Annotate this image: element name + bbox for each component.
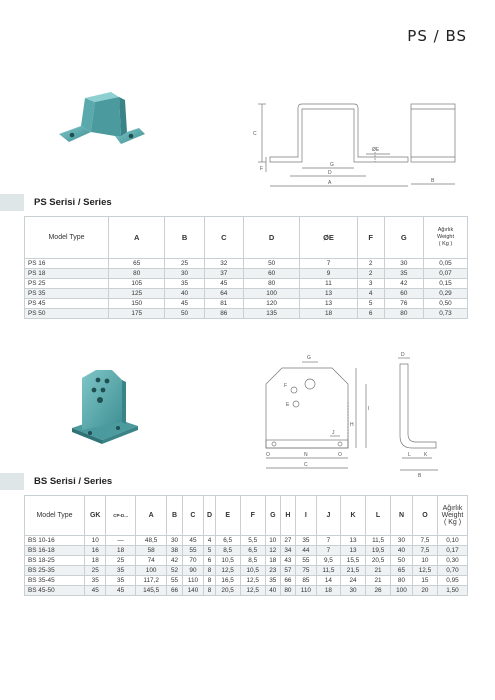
bs-value-cell: 7: [316, 536, 340, 546]
bs-value-cell: 25: [85, 566, 106, 576]
ps-value-cell: 60: [243, 269, 299, 279]
ps-weight-en: Weight: [436, 234, 455, 240]
bs-value-cell: 57: [280, 566, 295, 576]
bs-value-cell: 26: [366, 586, 391, 596]
ps-value-cell: 30: [384, 259, 423, 269]
bs-value-cell: 55: [295, 556, 316, 566]
ps-value-cell: 5: [357, 299, 384, 309]
ps-table-row: [25, 279, 468, 289]
bs-header-i: I: [295, 496, 316, 536]
bs-table-row: [25, 536, 468, 546]
ps-value-cell: 30: [165, 269, 204, 279]
bs-technical-drawing: [252, 350, 452, 480]
bs-value-cell: 70: [182, 556, 204, 566]
bs-spec-table: [24, 495, 468, 596]
ps-value-cell: 35: [384, 269, 423, 279]
bs-value-cell: 34: [280, 546, 295, 556]
bs-header-n: N: [391, 496, 413, 536]
bs-model-cell: BS 18-25: [25, 556, 85, 566]
bs-value-cell: 0,95: [438, 576, 468, 586]
ps-table-row: [25, 289, 468, 299]
ps-model-cell: PS 16: [25, 259, 109, 269]
ps-dim-d: D: [328, 170, 332, 176]
bs-value-cell: 55: [167, 576, 182, 586]
bs-model-cell: BS 10-16: [25, 536, 85, 546]
bs-value-cell: 0,10: [438, 536, 468, 546]
bs-value-cell: 66: [167, 586, 182, 596]
ps-dim-c: C: [253, 131, 257, 137]
bs-value-cell: 50: [391, 556, 413, 566]
ps-value-cell: 9: [300, 269, 357, 279]
ps-value-cell: 0,05: [424, 259, 468, 269]
bs-value-cell: 21: [366, 576, 391, 586]
ps-value-cell: 18: [300, 309, 357, 319]
bs-value-cell: 18: [85, 556, 106, 566]
bs-value-cell: 19,5: [366, 546, 391, 556]
ps-dim-b: B: [431, 178, 435, 184]
ps-section-title: PS Serisi / Series: [34, 197, 112, 208]
bs-value-cell: 27: [280, 536, 295, 546]
bs-value-cell: 20: [412, 586, 437, 596]
ps-header-a: A: [109, 217, 165, 259]
bs-header-weight: [438, 496, 468, 536]
ps-header-model: Model Type: [25, 217, 109, 259]
ps-value-cell: 175: [109, 309, 165, 319]
bs-value-cell: 15: [412, 576, 437, 586]
ps-value-cell: 105: [109, 279, 165, 289]
ps-table-row: [25, 269, 468, 279]
bs-value-cell: 35: [106, 576, 135, 586]
bs-value-cell: 90: [182, 566, 204, 576]
bs-value-cell: 80: [391, 576, 413, 586]
ps-model-cell: PS 18: [25, 269, 109, 279]
bs-value-cell: 8: [204, 586, 215, 596]
bs-value-cell: 43: [280, 556, 295, 566]
bs-value-cell: 12,5: [412, 566, 437, 576]
bs-value-cell: 21: [366, 566, 391, 576]
bs-weight-tr: Ağırlık: [442, 505, 463, 512]
bs-value-cell: 42: [167, 556, 182, 566]
bs-value-cell: 14: [316, 576, 340, 586]
bs-value-cell: 45: [85, 586, 106, 596]
bs-value-cell: 20,5: [215, 586, 240, 596]
ps-value-cell: 45: [165, 299, 204, 309]
ps-value-cell: 150: [109, 299, 165, 309]
bs-value-cell: 55: [182, 546, 204, 556]
bs-value-cell: 10,5: [240, 566, 265, 576]
bs-value-cell: 0,30: [438, 556, 468, 566]
bs-value-cell: 100: [391, 586, 413, 596]
ps-value-cell: 45: [204, 279, 243, 289]
ps-value-cell: 35: [165, 279, 204, 289]
ps-value-cell: 0,29: [424, 289, 468, 299]
ps-value-cell: 11: [300, 279, 357, 289]
bs-value-cell: 0,17: [438, 546, 468, 556]
bs-header-e: E: [215, 496, 240, 536]
ps-value-cell: 0,07: [424, 269, 468, 279]
ps-value-cell: 64: [204, 289, 243, 299]
bs-value-cell: 110: [295, 586, 316, 596]
bs-value-cell: 110: [182, 576, 204, 586]
bs-table-row: [25, 556, 468, 566]
bs-value-cell: 10,5: [215, 556, 240, 566]
ps-value-cell: 2: [357, 269, 384, 279]
bs-value-cell: 35: [295, 536, 316, 546]
bs-value-cell: 18: [316, 586, 340, 596]
bs-value-cell: 18: [265, 556, 280, 566]
bs-header-c: C: [182, 496, 204, 536]
bs-value-cell: 65: [391, 566, 413, 576]
bs-value-cell: 15,5: [340, 556, 365, 566]
bs-table-row: [25, 576, 468, 586]
bs-value-cell: 7,5: [412, 536, 437, 546]
ps-value-cell: 50: [165, 309, 204, 319]
bs-value-cell: 20,5: [366, 556, 391, 566]
brand-title: PS / BS: [407, 27, 467, 45]
ps-value-cell: 65: [109, 259, 165, 269]
ps-value-cell: 50: [243, 259, 299, 269]
ps-value-cell: 13: [300, 299, 357, 309]
bs-dim-h: H: [350, 422, 354, 428]
ps-value-cell: 81: [204, 299, 243, 309]
ps-dim-oe: ØE: [372, 147, 380, 153]
bs-value-cell: —: [106, 536, 135, 546]
bs-table-row: [25, 546, 468, 556]
bs-model-cell: BS 45-50: [25, 586, 85, 596]
ps-value-cell: 42: [384, 279, 423, 289]
bs-value-cell: 7: [316, 546, 340, 556]
bs-value-cell: 80: [280, 586, 295, 596]
bs-value-cell: 12,5: [240, 576, 265, 586]
bs-value-cell: 13: [340, 546, 365, 556]
ps-spec-table: [24, 216, 468, 319]
ps-value-cell: 135: [243, 309, 299, 319]
ps-value-cell: 80: [384, 309, 423, 319]
bs-value-cell: 8,5: [240, 556, 265, 566]
ps-header-f: F: [357, 217, 384, 259]
ps-value-cell: 120: [243, 299, 299, 309]
bs-value-cell: 85: [295, 576, 316, 586]
bs-value-cell: 12,5: [240, 586, 265, 596]
bs-header-model: Model Type: [25, 496, 85, 536]
bs-dim-d: D: [401, 352, 405, 358]
bs-value-cell: 100: [135, 566, 167, 576]
bs-dim-o-left: O: [266, 452, 270, 458]
bs-value-cell: 25: [106, 556, 135, 566]
bs-value-cell: 5,5: [240, 536, 265, 546]
bs-header-d: D: [204, 496, 215, 536]
ps-technical-drawing: [248, 100, 470, 196]
ps-dim-f: F: [260, 166, 264, 172]
ps-model-cell: PS 50: [25, 309, 109, 319]
bs-dim-n: N: [304, 452, 308, 458]
ps-value-cell: 40: [165, 289, 204, 299]
bs-header-k: K: [340, 496, 365, 536]
bs-value-cell: 30: [167, 536, 182, 546]
bs-dim-o-right: O: [338, 452, 342, 458]
ps-value-cell: 37: [204, 269, 243, 279]
bs-value-cell: 9,5: [316, 556, 340, 566]
ps-weight-unit: ( Kg ): [438, 241, 453, 247]
bs-header-h: H: [280, 496, 295, 536]
bs-value-cell: 38: [167, 546, 182, 556]
bs-dim-j: J: [332, 430, 335, 436]
bs-value-cell: 40: [265, 586, 280, 596]
bs-section-title: BS Serisi / Series: [34, 476, 113, 487]
ps-bracket-render: [55, 92, 147, 162]
ps-value-cell: 100: [243, 289, 299, 299]
bs-value-cell: 6: [204, 556, 215, 566]
bs-header-b: B: [167, 496, 182, 536]
bs-value-cell: 10: [412, 556, 437, 566]
bs-value-cell: 8: [204, 566, 215, 576]
bs-dim-e: E: [286, 402, 290, 408]
ps-value-cell: 6: [357, 309, 384, 319]
ps-value-cell: 3: [357, 279, 384, 289]
ps-table-row: [25, 259, 468, 269]
bs-header-o: O: [412, 496, 437, 536]
bs-dim-g: G: [307, 355, 311, 361]
ps-weight-tr: Ağırlık: [437, 227, 454, 233]
bs-bracket-render: [68, 368, 140, 450]
ps-header-d: D: [243, 217, 299, 259]
bs-value-cell: 12,5: [215, 566, 240, 576]
ps-value-cell: 4: [357, 289, 384, 299]
bs-value-cell: 18: [106, 546, 135, 556]
ps-value-cell: 2: [357, 259, 384, 269]
ps-table-row: [25, 309, 468, 319]
bs-value-cell: 16,5: [215, 576, 240, 586]
bs-value-cell: 12: [265, 546, 280, 556]
ps-header-oe: ØE: [300, 217, 357, 259]
ps-value-cell: 80: [109, 269, 165, 279]
bs-value-cell: 5: [204, 546, 215, 556]
bs-value-cell: 48,5: [135, 536, 167, 546]
bs-dim-i: I: [368, 406, 370, 412]
bs-header-cpd: CP-D...: [106, 496, 135, 536]
bs-section-bar: [0, 473, 24, 490]
bs-value-cell: 52: [167, 566, 182, 576]
bs-value-cell: 58: [135, 546, 167, 556]
bs-value-cell: 7,5: [412, 546, 437, 556]
ps-dim-a: A: [328, 180, 332, 186]
bs-weight-en: Weight: [441, 512, 464, 519]
bs-value-cell: 8,5: [215, 546, 240, 556]
ps-value-cell: 7: [300, 259, 357, 269]
bs-table-row: [25, 566, 468, 576]
bs-header-gk: GK: [85, 496, 106, 536]
bs-model-cell: BS 35-45: [25, 576, 85, 586]
bs-dim-f: F: [284, 383, 288, 389]
bs-value-cell: 23: [265, 566, 280, 576]
bs-value-cell: 44: [295, 546, 316, 556]
bs-header-f: F: [240, 496, 265, 536]
bs-value-cell: 8: [204, 576, 215, 586]
ps-header-b: B: [165, 217, 204, 259]
bs-value-cell: 1,50: [438, 586, 468, 596]
ps-value-cell: 25: [165, 259, 204, 269]
bs-value-cell: 35: [85, 576, 106, 586]
bs-value-cell: 140: [182, 586, 204, 596]
ps-value-cell: 125: [109, 289, 165, 299]
bs-value-cell: 35: [265, 576, 280, 586]
bs-dim-b: B: [418, 473, 422, 479]
ps-value-cell: 76: [384, 299, 423, 309]
ps-header-g: G: [384, 217, 423, 259]
bs-value-cell: 4: [204, 536, 215, 546]
bs-value-cell: 6,5: [240, 546, 265, 556]
ps-value-cell: 80: [243, 279, 299, 289]
ps-value-cell: 32: [204, 259, 243, 269]
bs-dim-l: L: [408, 452, 411, 458]
ps-model-cell: PS 25: [25, 279, 109, 289]
bs-dim-k: K: [424, 452, 428, 458]
bs-value-cell: 145,5: [135, 586, 167, 596]
bs-value-cell: 11,5: [316, 566, 340, 576]
bs-value-cell: 0,70: [438, 566, 468, 576]
ps-value-cell: 0,73: [424, 309, 468, 319]
bs-value-cell: 66: [280, 576, 295, 586]
bs-value-cell: 24: [340, 576, 365, 586]
ps-value-cell: 13: [300, 289, 357, 299]
bs-dim-c: C: [304, 462, 308, 468]
bs-value-cell: 45: [182, 536, 204, 546]
bs-value-cell: 13: [340, 536, 365, 546]
ps-section-bar: [0, 194, 24, 211]
bs-value-cell: 45: [106, 586, 135, 596]
bs-header-a: A: [135, 496, 167, 536]
bs-value-cell: 35: [106, 566, 135, 576]
bs-weight-unit: ( Kg ): [443, 519, 462, 526]
bs-value-cell: 30: [391, 536, 413, 546]
ps-value-cell: 60: [384, 289, 423, 299]
bs-value-cell: 30: [340, 586, 365, 596]
bs-model-cell: BS 16-18: [25, 546, 85, 556]
bs-value-cell: 21,5: [340, 566, 365, 576]
bs-header-j: J: [316, 496, 340, 536]
bs-value-cell: 74: [135, 556, 167, 566]
ps-model-cell: PS 35: [25, 289, 109, 299]
bs-header-l: L: [366, 496, 391, 536]
ps-header-weight: [424, 217, 468, 259]
bs-model-cell: BS 25-35: [25, 566, 85, 576]
bs-value-cell: 11,5: [366, 536, 391, 546]
ps-header-c: C: [204, 217, 243, 259]
bs-header-g: G: [265, 496, 280, 536]
bs-value-cell: 10: [265, 536, 280, 546]
bs-value-cell: 40: [391, 546, 413, 556]
bs-value-cell: 6,5: [215, 536, 240, 546]
ps-value-cell: 0,15: [424, 279, 468, 289]
ps-table-row: [25, 299, 468, 309]
ps-value-cell: 0,50: [424, 299, 468, 309]
bs-value-cell: 75: [295, 566, 316, 576]
bs-table-row: [25, 586, 468, 596]
bs-value-cell: 16: [85, 546, 106, 556]
bs-value-cell: 117,2: [135, 576, 167, 586]
ps-dim-g: G: [330, 162, 334, 168]
bs-value-cell: 10: [85, 536, 106, 546]
ps-value-cell: 86: [204, 309, 243, 319]
ps-model-cell: PS 45: [25, 299, 109, 309]
